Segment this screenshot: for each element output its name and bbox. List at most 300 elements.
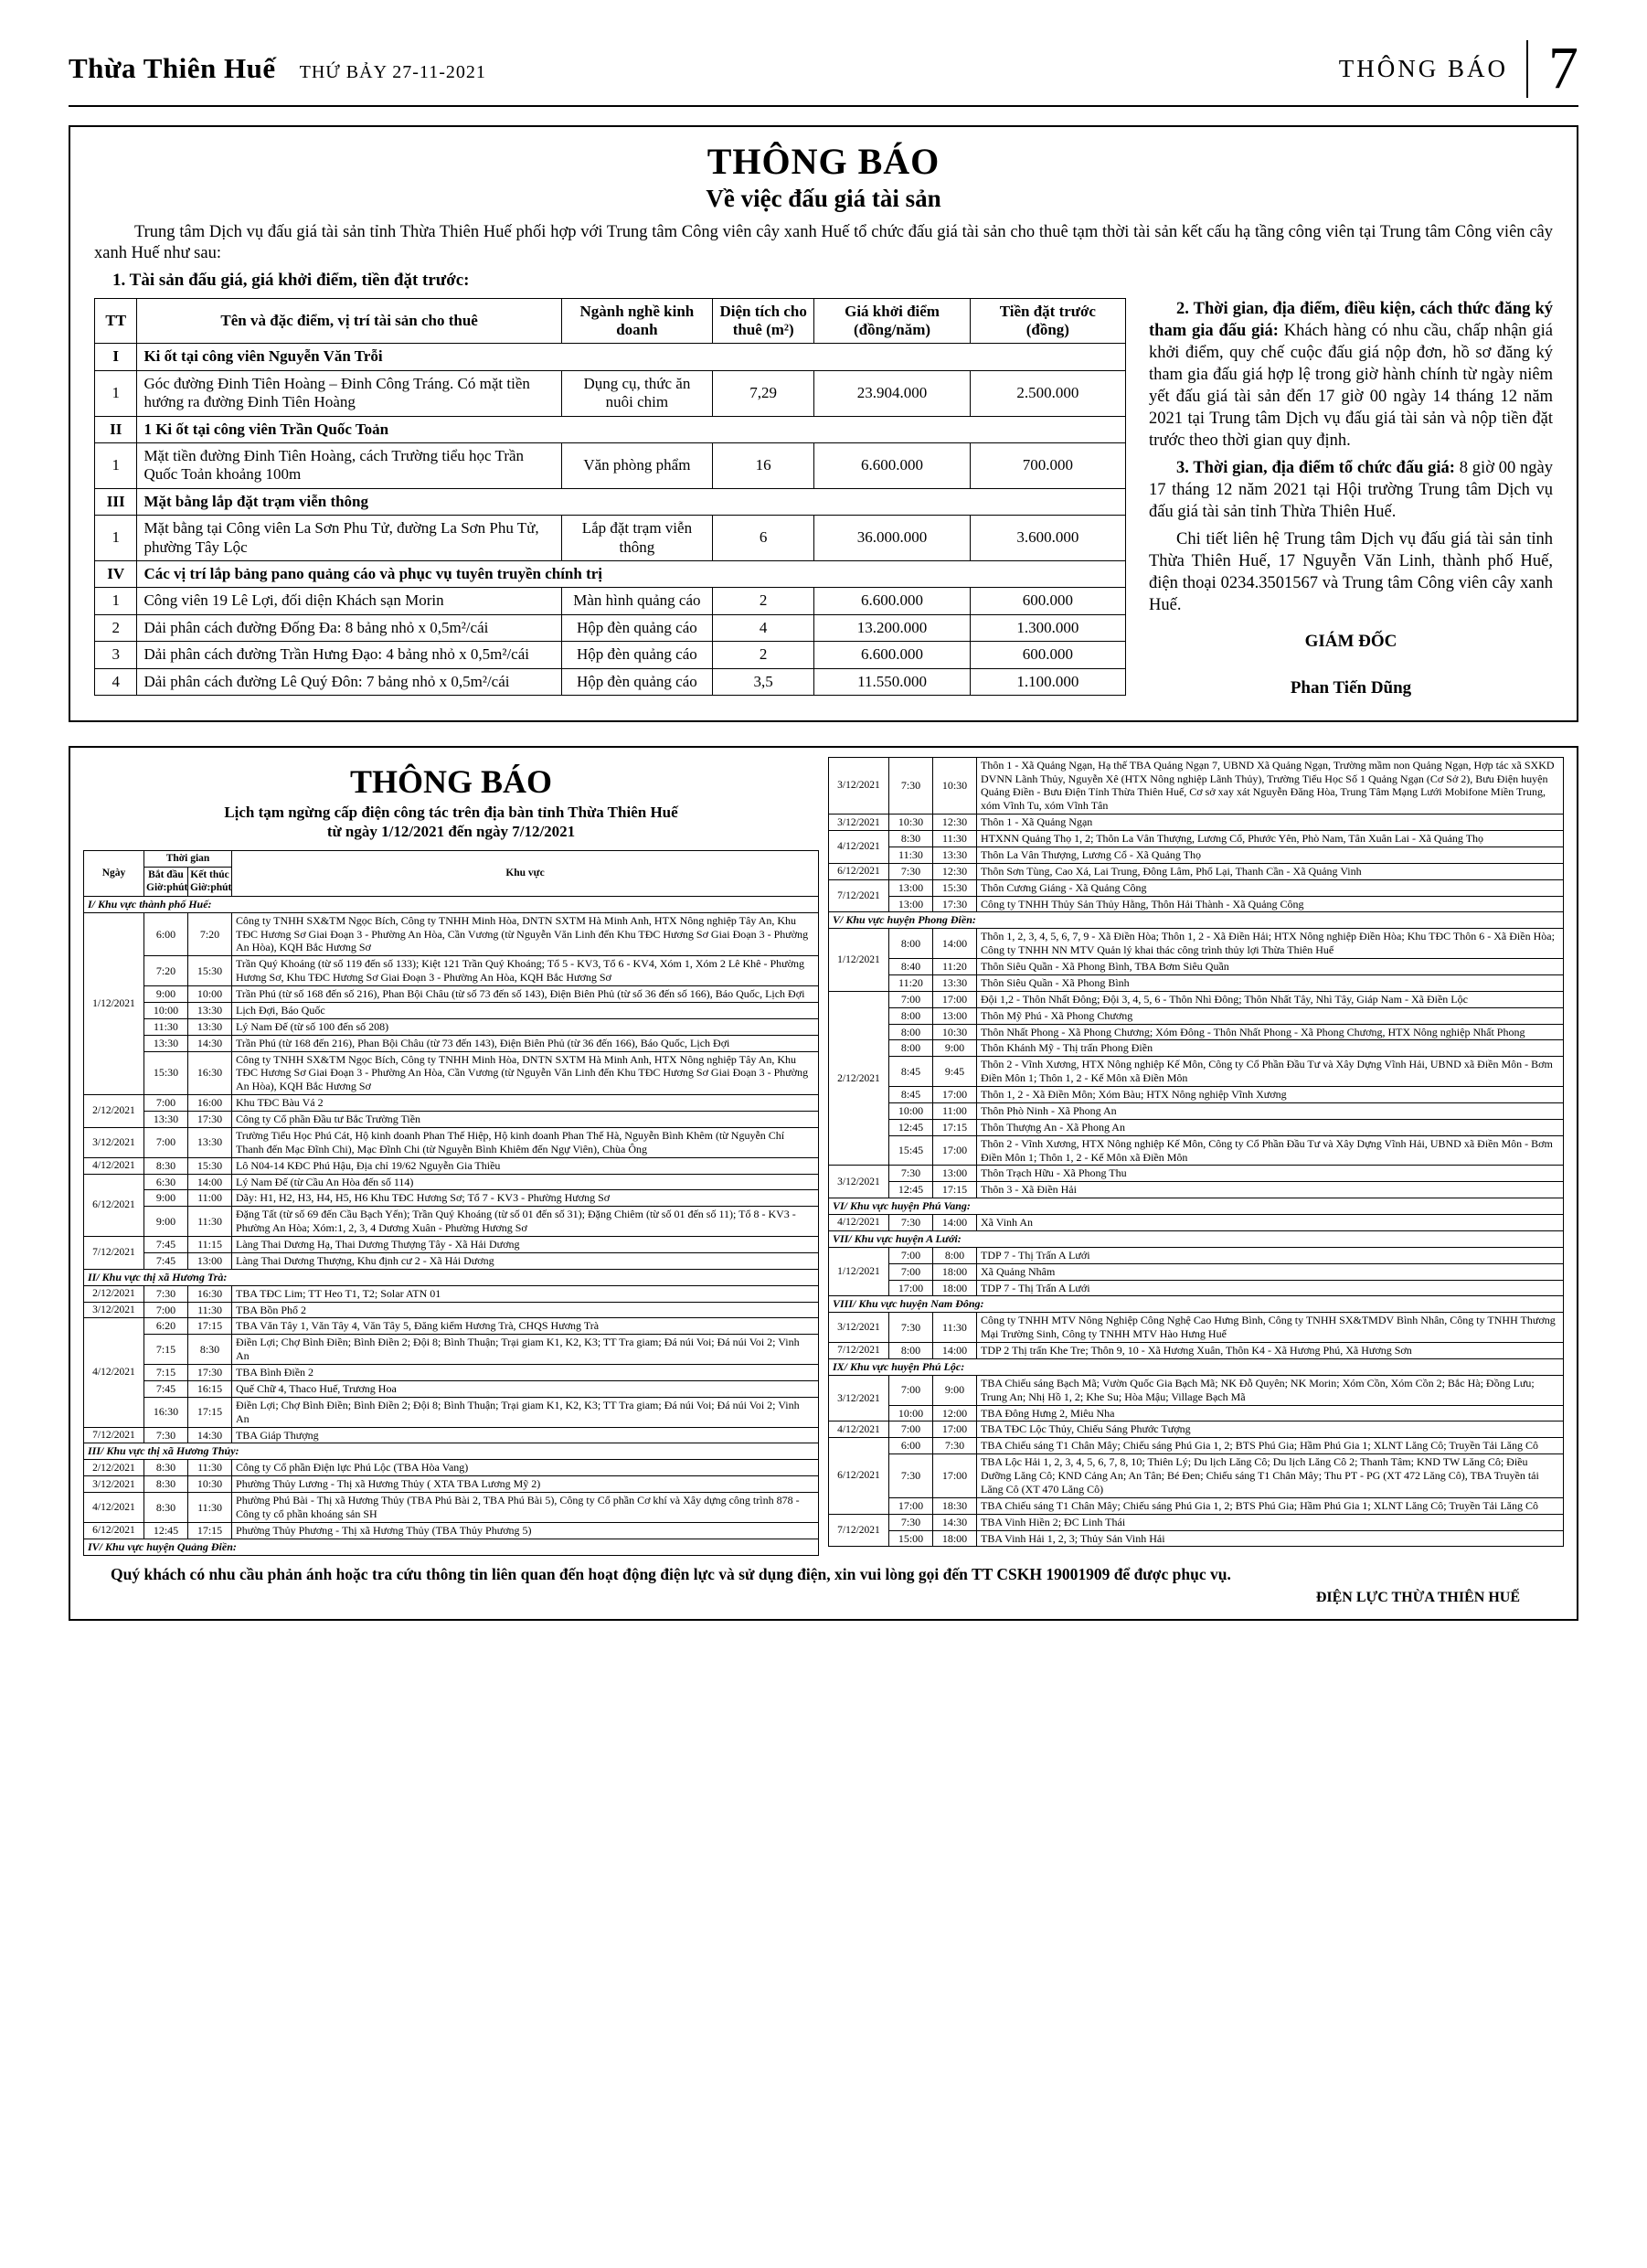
schedule-row: [84, 1365, 819, 1381]
schedule-start-cell: 9:00: [144, 986, 188, 1003]
schedule-row: [829, 929, 1564, 959]
schedule-area-cell: Thôn Siêu Quần - Xã Phong Bình: [977, 974, 1564, 991]
schedule-footer-note: Quý khách có nhu cầu phản ánh hoặc tra cứu thông tin liên quan đến hoạt động điện lực và sử dụng điện, xin vui lòng gọi đến TT CSKH 19001909 để được phục vụ.: [111, 1564, 1231, 1583]
schedule-area-cell: Lý Nam Đế (từ Cầu An Hòa đến số 114): [232, 1174, 819, 1190]
schedule-end-cell: 17:15: [188, 1397, 232, 1427]
schedule-area-cell: TDP 2 Thị trấn Khe Tre; Thôn 9, 10 - Xã Hương Xuân, Thôn K4 - Xã Hương Phú, Xã Hương Sơn: [977, 1343, 1564, 1359]
schedule-end-cell: 18:00: [933, 1263, 977, 1280]
schedule-area-cell: Thôn Thượng An - Xã Phong An: [977, 1119, 1564, 1135]
schedule-area-cell: Trần Phú (từ 168 đến 216), Phan Bội Châu (từ 73 đến 143), Điện Biên Phủ (từ 36 đến 166), Báo Quốc, Lịch Đợi: [232, 1035, 819, 1051]
schedule-date-cell: 3/12/2021: [829, 1375, 889, 1421]
schedule-end-cell: 10:00: [188, 986, 232, 1003]
auction-name-cell: Mặt tiền đường Đinh Tiên Hoàng, cách Trường tiểu học Trần Quốc Toản khoảng 100m: [137, 443, 561, 489]
schedule-area-cell: Công ty TNHH MTV Nông Nghiệp Công Nghệ Cao Hưng Bình, Công ty TNHH SX&TMDV Bình Nhân, Công ty TNHH Thương Mại Trường Sinh, Công ty TNHH MTV Hào Hưng Huế: [977, 1313, 1564, 1343]
schedule-row: [84, 986, 819, 1003]
auction-section-row: [95, 416, 1126, 442]
schedule-end-cell: 17:30: [188, 1365, 232, 1381]
schedule-footer-sign: ĐIỆN LỰC THỪA THIÊN HUẾ: [1315, 1589, 1520, 1605]
schedule-date-cell: 7/12/2021: [829, 1343, 889, 1359]
schedule-row: [829, 1215, 1564, 1231]
schedule-area-cell: Thôn 3 - Xã Điền Hải: [977, 1182, 1564, 1198]
schedule-area-cell: Lịch Đợi, Báo Quốc: [232, 1002, 819, 1018]
auction-tt-cell: III: [95, 488, 137, 515]
auction-business-cell: Màn hình quảng cáo: [561, 588, 712, 614]
schedule-area-cell: Dãy: H1, H2, H3, H4, H5, H6 Khu TĐC Hương Sơ; Tổ 7 - KV3 - Phường Hương Sơ: [232, 1190, 819, 1207]
schedule-end-cell: 13:30: [188, 1018, 232, 1035]
schedule-date-cell: 2/12/2021: [84, 1095, 144, 1128]
schedule-row: [829, 1166, 1564, 1182]
col-price: Giá khởi điểm (đồng/năm): [814, 298, 970, 344]
auction-tt-cell: 1: [95, 443, 137, 489]
schedule-area-cell: Xã Vinh An: [977, 1215, 1564, 1231]
auction-price-cell: 6.600.000: [814, 443, 970, 489]
schedule-start-cell: 8:00: [889, 1343, 933, 1359]
auction-area-cell: 2: [712, 588, 813, 614]
schedule-row: [829, 1313, 1564, 1343]
schedule-start-cell: 7:00: [889, 991, 933, 1007]
auction-area-cell: 2: [712, 642, 813, 668]
schedule-start-cell: 10:00: [889, 1405, 933, 1421]
newspaper-page: [69, 0, 1578, 1621]
auction-para-2-lead: 2. Thời gian, địa điểm, điều kiện, cách thức đăng ký tham gia đấu giá:: [1149, 299, 1553, 340]
schedule-area-cell: TBA Vinh Hải 1, 2, 3; Thủy Sản Vinh Hải: [977, 1530, 1564, 1547]
schedule-end-cell: 8:30: [188, 1335, 232, 1365]
schedule-area-cell: TBA Vinh Hiền 2; ĐC Linh Thái: [977, 1514, 1564, 1530]
schedule-row: [84, 956, 819, 986]
section-label: THÔNG BÁO: [1338, 54, 1508, 82]
auction-area-cell: 7,29: [712, 370, 813, 416]
schedule-area-cell: Thôn Phò Ninh - Xã Phong An: [977, 1102, 1564, 1119]
auction-business-cell: Hộp đèn quảng cáo: [561, 642, 712, 668]
schedule-end-cell: 15:30: [188, 1157, 232, 1174]
schedule-start-cell: 7:00: [144, 1127, 188, 1157]
schedule-area-cell: Công ty Cổ phần Đầu tư Bắc Trường Tiền: [232, 1112, 819, 1128]
schedule-area-cell: Công ty Cổ phần Điện lực Phú Lộc (TBA Hòa Vang): [232, 1460, 819, 1476]
auction-section1-heading: 1. Tài sản đấu giá, giá khởi điểm, tiền đặt trước:: [112, 270, 470, 290]
schedule-area-cell: Thôn 2 - Vĩnh Xương, HTX Nông nghiệp Kế Môn, Công ty Cổ Phần Đầu Tư và Xây Dựng Vĩnh Hải, UBND xã Điền Môn - Bơm Điền Môn 1; Thôn 1, 2 - Kế Môn xã Điền Môn: [977, 1135, 1564, 1166]
auction-price-cell: 13.200.000: [814, 614, 970, 641]
schedule-area-cell: Lý Nam Đế (từ số 100 đến số 208): [232, 1018, 819, 1035]
schedule-start-cell: 10:00: [144, 1002, 188, 1018]
auction-item-row: [95, 588, 1126, 614]
schedule-area-cell: TDP 7 - Thị Trấn A Lưới: [977, 1280, 1564, 1296]
schedule-row: [829, 831, 1564, 847]
col-end-unit: Giờ:phút: [190, 881, 232, 893]
schedule-row: [829, 1514, 1564, 1530]
schedule-date-cell: 3/12/2021: [829, 1313, 889, 1343]
schedule-row: [829, 879, 1564, 896]
schedule-area-cell: Làng Thai Dương Thượng, Khu định cư 2 - Xã Hải Dương: [232, 1252, 819, 1269]
schedule-area-cell: Phường Thủy Phương - Thị xã Hương Thủy (TBA Thủy Phương 5): [232, 1522, 819, 1539]
schedule-end-cell: 14:30: [188, 1427, 232, 1443]
schedule-end-cell: 11:15: [188, 1237, 232, 1253]
schedule-end-cell: 9:45: [933, 1057, 977, 1087]
schedule-section-row: [829, 1230, 1564, 1247]
schedule-row: [829, 1375, 1564, 1405]
schedule-row: [84, 1095, 819, 1112]
schedule-start-cell: 7:30: [889, 757, 933, 815]
schedule-area-cell: Trường Tiểu Học Phú Cát, Hộ kinh doanh Phan Thế Hiệp, Hộ kinh doanh Phan Thế Hà, Nguyễn Bình Khêm (từ Nguyễn Chí Thanh đến Mạc Đĩnh Chi), Mạc Đĩnh Chi (từ Nguyễn Bình Khiêm đến Ngự Viên), Chùa Ông: [232, 1127, 819, 1157]
schedule-date-cell: 4/12/2021: [84, 1157, 144, 1174]
auction-table-head: [95, 298, 1126, 344]
schedule-end-cell: 18:30: [933, 1497, 977, 1514]
schedule-left-column: [83, 757, 819, 1556]
schedule-area-cell: Quế Chữ 4, Thaco Huế, Trương Hoa: [232, 1380, 819, 1397]
schedule-start-cell: 6:00: [889, 1438, 933, 1454]
schedule-row: [84, 1460, 819, 1476]
schedule-section-label: IX/ Khu vực huyện Phú Lộc:: [829, 1358, 1564, 1375]
schedule-area-cell: Điền Lợi; Chợ Bình Điền; Bình Điền 2; Đội 8; Bình Thuận; Trại giam K1, K2, K3; TT Tra giam; Đá núi Voi; Đá núi Voi 2; Vinh An: [232, 1397, 819, 1427]
schedule-area-cell: Phường Phú Bài - Thị xã Hương Thủy (TBA Phú Bài 2, TBA Phú Bài 5), Công ty Cổ phần Cơ khí và Xây dựng công trình 878 - Công ty cổ phần khoáng sản SH: [232, 1493, 819, 1523]
auction-para-3-lead: 3. Thời gian, địa điểm tổ chức đấu giá:: [1176, 458, 1455, 477]
auction-table-body: [95, 344, 1126, 695]
schedule-row: [829, 1007, 1564, 1024]
schedule-area-cell: Làng Thai Dương Hạ, Thai Dương Thượng Tây - Xã Hải Dương: [232, 1237, 819, 1253]
schedule-start-cell: 7:00: [889, 1375, 933, 1405]
schedule-end-cell: 14:30: [188, 1035, 232, 1051]
auction-deposit-cell: 700.000: [970, 443, 1125, 489]
schedule-start-cell: 8:00: [889, 1040, 933, 1057]
schedule-row: [84, 1207, 819, 1237]
schedule-start-cell: 7:00: [889, 1247, 933, 1263]
schedule-date-cell: 6/12/2021: [829, 1438, 889, 1514]
auction-table-wrap: [94, 298, 1126, 696]
masthead-logo: Thừa Thiên Huế: [69, 52, 276, 85]
schedule-date-cell: 1/12/2021: [829, 1247, 889, 1296]
auction-business-cell: Hộp đèn quảng cáo: [561, 614, 712, 641]
issue-date: THỨ BẢY 27-11-2021: [299, 62, 486, 83]
schedule-end-cell: 10:30: [188, 1476, 232, 1493]
schedule-row: [829, 1343, 1564, 1359]
schedule-start-cell: 7:30: [889, 1514, 933, 1530]
schedule-area-cell: Đội 1,2 - Thôn Nhất Đông; Đội 3, 4, 5, 6 - Thôn Nhì Đông; Thôn Nhất Tây, Nhì Tây, Giáp Nam - Xã Điền Lộc: [977, 991, 1564, 1007]
auction-para-2-text: Khách hàng có nhu cầu, chấp nhận giá khởi điểm, quy chế cuộc đấu giá nộp đơn, hồ sơ đăng ký tham gia đấu giá hợp lệ trong giờ hành chính từ ngày niêm yết đấu giá tài sản đến 17 giờ 00 ngày 14 tháng 12 năm 2021 tại Trung tâm Dịch vụ đấu giá tài sản và nộp tiền đặt trước theo thời gian quy định.: [1149, 321, 1553, 450]
schedule-start-cell: 7:20: [144, 956, 188, 986]
auction-name-cell: Dải phân cách đường Đống Đa: 8 bảng nhỏ x 0,5m²/cái: [137, 614, 561, 641]
schedule-start-cell: 8:00: [889, 1024, 933, 1040]
schedule-section-row: [829, 1198, 1564, 1215]
schedule-start-cell: 7:00: [889, 1421, 933, 1438]
schedule-row: [829, 1247, 1564, 1263]
schedule-end-cell: 9:00: [933, 1375, 977, 1405]
auction-section-label: Ki ốt tại công viên Nguyễn Văn Trỗi: [137, 344, 1126, 370]
schedule-row: [829, 1454, 1564, 1498]
schedule-start-cell: 7:30: [889, 1454, 933, 1498]
auction-tt-cell: II: [95, 416, 137, 442]
schedule-area-cell: Xã Quảng Nhâm: [977, 1263, 1564, 1280]
auction-tt-cell: IV: [95, 560, 137, 587]
schedule-end-cell: 14:00: [933, 1343, 977, 1359]
schedule-date-cell: 3/12/2021: [84, 1302, 144, 1318]
col-area: Diện tích cho thuê (m²): [712, 298, 813, 344]
schedule-date-cell: 2/12/2021: [829, 991, 889, 1166]
schedule-row: [84, 1427, 819, 1443]
schedule-end-cell: 13:00: [933, 1166, 977, 1182]
auction-business-cell: Dụng cụ, thức ăn nuôi chim: [561, 370, 712, 416]
auction-business-cell: Văn phòng phẩm: [561, 443, 712, 489]
schedule-start-cell: 9:00: [144, 1190, 188, 1207]
schedule-subtitle-2: từ ngày 1/12/2021 đến ngày 7/12/2021: [326, 822, 576, 840]
col-start: [144, 868, 188, 896]
auction-price-cell: 11.550.000: [814, 668, 970, 695]
auction-name-cell: Góc đường Đinh Tiên Hoàng – Đinh Công Tráng. Có mặt tiền hướng ra đường Đinh Tiên Hoàng: [137, 370, 561, 416]
schedule-header-row-1: [84, 851, 819, 868]
schedule-row: [829, 974, 1564, 991]
schedule-end-cell: 14:00: [933, 929, 977, 959]
auction-item-row: [95, 370, 1126, 416]
schedule-end-cell: 17:30: [188, 1112, 232, 1128]
schedule-end-cell: 7:30: [933, 1438, 977, 1454]
schedule-section-label: III/ Khu vực thị xã Hương Thủy:: [84, 1443, 819, 1460]
schedule-area-cell: Khu TĐC Bàu Vá 2: [232, 1095, 819, 1112]
schedule-row: [829, 1057, 1564, 1087]
schedule-end-cell: 17:30: [933, 896, 977, 912]
auction-area-cell: 3,5: [712, 668, 813, 695]
col-name: Tên và đặc điểm, vị trí tài sản cho thuê: [137, 298, 561, 344]
schedule-row: [829, 959, 1564, 975]
schedule-date-cell: 4/12/2021: [829, 1421, 889, 1438]
schedule-section-row: [84, 1443, 819, 1460]
schedule-start-cell: 9:00: [144, 1207, 188, 1237]
schedule-row: [829, 1438, 1564, 1454]
schedule-end-cell: 12:00: [933, 1405, 977, 1421]
schedule-row: [84, 1002, 819, 1018]
schedule-area-cell: TBA Bồn Phổ 2: [232, 1302, 819, 1318]
schedule-end-cell: 17:15: [188, 1318, 232, 1335]
auction-tt-cell: 1: [95, 370, 137, 416]
auction-section-label: Các vị trí lắp bảng pano quảng cáo và phục vụ tuyên truyền chính trị: [137, 560, 1126, 587]
schedule-row: [829, 1530, 1564, 1547]
schedule-row: [84, 1335, 819, 1365]
auction-price-cell: 36.000.000: [814, 516, 970, 561]
schedule-section-label: VIII/ Khu vực huyện Nam Đông:: [829, 1296, 1564, 1313]
schedule-row: [84, 1127, 819, 1157]
schedule-row: [829, 1119, 1564, 1135]
schedule-start-cell: 12:45: [889, 1182, 933, 1198]
auction-header-row: [95, 298, 1126, 344]
schedule-area-cell: TBA Văn Tây 1, Văn Tây 4, Văn Tây 5, Đăng kiểm Hương Trà, CHQS Hương Trà: [232, 1318, 819, 1335]
schedule-start-cell: 8:30: [144, 1460, 188, 1476]
schedule-row: [829, 1421, 1564, 1438]
schedule-row: [829, 1024, 1564, 1040]
schedule-row: [84, 1493, 819, 1523]
schedule-date-cell: 4/12/2021: [829, 1215, 889, 1231]
schedule-row: [829, 1135, 1564, 1166]
schedule-start-cell: 10:00: [889, 1102, 933, 1119]
col-deposit: Tiền đặt trước (đồng): [970, 298, 1125, 344]
auction-area-cell: 6: [712, 516, 813, 561]
schedule-row: [84, 1174, 819, 1190]
schedule-area-cell: Thôn 1, 2, 3, 4, 5, 6, 7, 9 - Xã Điền Hòa; Thôn 1, 2 - Xã Điền Hải; HTX Nông nghiệp Điền Hòa; Khu TĐC Thôn 6 - Xã Điền Hòa; Công ty TNHH NN MTV Quản lý khai thác công trình thủy lợi Thừa Thiên Huế: [977, 929, 1564, 959]
schedule-date-cell: 4/12/2021: [84, 1318, 144, 1427]
schedule-start-cell: 13:00: [889, 896, 933, 912]
schedule-start-cell: 7:30: [144, 1285, 188, 1302]
schedule-section-row: [829, 912, 1564, 929]
schedule-start-cell: 8:40: [889, 959, 933, 975]
schedule-right-table: [828, 757, 1564, 1548]
schedule-section-row: [829, 1296, 1564, 1313]
schedule-date-cell: 4/12/2021: [829, 831, 889, 864]
schedule-end-cell: 14:00: [188, 1174, 232, 1190]
schedule-start-cell: 7:45: [144, 1380, 188, 1397]
schedule-row: [84, 1190, 819, 1207]
schedule-date-cell: 2/12/2021: [84, 1285, 144, 1302]
schedule-start-cell: 7:00: [889, 1263, 933, 1280]
schedule-start-cell: 8:45: [889, 1087, 933, 1103]
auction-tt-cell: 3: [95, 642, 137, 668]
auction-intro: Trung tâm Dịch vụ đấu giá tài sản tỉnh Thừa Thiên Huế phối hợp với Trung tâm Công viên cây xanh Huế tổ chức đấu giá tài sản cho thuê tạm thời tài sản kết cấu hạ tầng công viên tại Trung tâm Công viên cây xanh Huế như sau:: [94, 222, 1553, 263]
signoff-title: GIÁM ĐỐC: [1304, 632, 1397, 652]
schedule-end-cell: 15:30: [933, 879, 977, 896]
auction-tt-cell: 1: [95, 588, 137, 614]
schedule-end-cell: 17:00: [933, 1421, 977, 1438]
auction-area-cell: 16: [712, 443, 813, 489]
schedule-end-cell: 9:00: [933, 1040, 977, 1057]
schedule-end-cell: 17:00: [933, 991, 977, 1007]
schedule-left-body: [84, 896, 819, 1555]
auction-section-row: [95, 488, 1126, 515]
auction-para-3: [1149, 457, 1553, 523]
col-business: Ngành nghề kinh doanh: [561, 298, 712, 344]
schedule-start-cell: 7:45: [144, 1252, 188, 1269]
schedule-end-cell: 10:30: [933, 1024, 977, 1040]
newspaper-header: [69, 35, 1578, 107]
schedule-title: THÔNG BÁO: [349, 762, 553, 800]
schedule-row: [84, 1035, 819, 1051]
schedule-start-cell: 15:00: [889, 1530, 933, 1547]
schedule-end-cell: 13:30: [933, 974, 977, 991]
auction-signoff: [1149, 631, 1553, 699]
auction-item-row: [95, 642, 1126, 668]
schedule-area-cell: Thôn 1 - Xã Quảng Ngạn: [977, 815, 1564, 831]
schedule-row: [829, 863, 1564, 879]
schedule-row: [829, 1280, 1564, 1296]
schedule-start-cell: 11:20: [889, 974, 933, 991]
schedule-end-cell: 13:30: [933, 847, 977, 863]
schedule-area-cell: Thôn Sơn Tùng, Cao Xá, Lai Trung, Đông Lâm, Phổ Lại, Thanh Cần - Xã Quảng Vinh: [977, 863, 1564, 879]
schedule-end-cell: 17:15: [933, 1119, 977, 1135]
auction-tt-cell: 1: [95, 516, 137, 561]
auction-para-2: [1149, 298, 1553, 452]
schedule-area-cell: TBA Đông Hưng 2, Miêu Nha: [977, 1405, 1564, 1421]
schedule-area-cell: TBA Bình Điền 2: [232, 1365, 819, 1381]
schedule-row: [84, 1157, 819, 1174]
schedule-start-cell: 11:30: [889, 847, 933, 863]
schedule-row: [84, 1380, 819, 1397]
schedule-row: [84, 1302, 819, 1318]
schedule-row: [84, 1285, 819, 1302]
schedule-area-cell: Công ty TNHH SX&TM Ngọc Bích, Công ty TNHH Minh Hòa, DNTN SXTM Hà Minh Anh, HTX Nông nghiệp Tây An, Khu TĐC Hương Sơ Giai Đoạn 3 - Phường An Hòa, Cần Vương (từ Nguyễn Văn Linh đến Khu TĐC Hương Sơ Giai Đoạn 3 - Phường An Hòa), KQH Bắc Hương Sơ: [232, 1051, 819, 1095]
auction-area-cell: 4: [712, 614, 813, 641]
schedule-row: [829, 1263, 1564, 1280]
auction-deposit-cell: 600.000: [970, 588, 1125, 614]
schedule-area-cell: Trần Quý Khoáng (từ số 119 đến số 133); Kiệt 121 Trần Quý Khoáng; Tổ 5 - KV3, Tổ 6 - KV4, Xóm 1, Xóm 2 Lê Khê - Phường Hương Sơ, Khu TĐC Hương Sơ Giai Đoạn 3 - Phường An Hòa, KQH Bắc Hương Sơ: [232, 956, 819, 986]
auction-section-label: 1 Ki ốt tại công viên Trần Quốc Toản: [137, 416, 1126, 442]
auction-section-label: Mặt bằng lắp đặt trạm viễn thông: [137, 488, 1126, 515]
schedule-row: [829, 1405, 1564, 1421]
auction-main: [94, 298, 1553, 700]
schedule-area-cell: Công ty TNHH Thủy Sản Thủy Hằng, Thôn Hải Thành - Xã Quảng Công: [977, 896, 1564, 912]
schedule-right-body: [829, 757, 1564, 1547]
schedule-start-cell: 8:45: [889, 1057, 933, 1087]
schedule-start-cell: 12:45: [889, 1119, 933, 1135]
schedule-start-cell: 8:00: [889, 1007, 933, 1024]
auction-right-column: [1149, 298, 1553, 700]
schedule-row: [84, 1051, 819, 1095]
schedule-section-label: V/ Khu vực huyện Phong Điền:: [829, 912, 1564, 929]
schedule-end-cell: 17:15: [933, 1182, 977, 1198]
auction-para-3-text: 8 giờ 00 ngày 17 tháng 12 năm 2021 tại Hội trường Trung tâm Dịch vụ đấu giá tài sản tỉnh Thừa Thiên Huế.: [1149, 458, 1554, 522]
schedule-area-cell: Công ty TNHH SX&TM Ngọc Bích, Công ty TNHH Minh Hòa, DNTN SXTM Hà Minh Anh, HTX Nông nghiệp Tây An, Khu TĐC Hương Sơ Giai Đoạn 3 - Phường An Hòa, Cần Vương (từ Nguyễn Văn Linh đến Khu TĐC Hương Sơ Giai Đoạn 3 - Phường An Hòa), KQH Bắc Hương Sơ: [232, 912, 819, 956]
auction-notice-box: [69, 125, 1578, 722]
schedule-end-cell: 7:20: [188, 912, 232, 956]
schedule-date-cell: 3/12/2021: [829, 1166, 889, 1198]
schedule-subtitle-1: Lịch tạm ngừng cấp điện công tác trên địa bàn tỉnh Thừa Thiên Huế: [224, 803, 678, 821]
schedule-row: [84, 1112, 819, 1128]
schedule-end-cell: 17:00: [933, 1135, 977, 1166]
col-end: [188, 868, 232, 896]
schedule-end-cell: 11:30: [188, 1460, 232, 1476]
schedule-end-cell: 11:30: [188, 1207, 232, 1237]
schedule-row: [84, 1018, 819, 1035]
schedule-end-cell: 11:30: [933, 1313, 977, 1343]
col-end-label: Kết thúc: [190, 869, 229, 881]
schedule-end-cell: 13:30: [188, 1127, 232, 1157]
schedule-start-cell: 13:00: [889, 879, 933, 896]
schedule-start-cell: 7:30: [889, 863, 933, 879]
schedule-area-cell: Thôn Trạch Hữu - Xã Phong Thu: [977, 1166, 1564, 1182]
schedule-area-cell: Điền Lợi; Chợ Bình Điền; Bình Điền 2; Đội 8; Bình Thuận; Trại giam K1, K2, K3; TT Tra giam; Đá núi Voi; Đá núi Voi 2; Vinh An: [232, 1335, 819, 1365]
col-start-label: Bắt đầu: [148, 869, 184, 881]
signoff-name: Phan Tiến Dũng: [1290, 678, 1412, 697]
auction-deposit-cell: 2.500.000: [970, 370, 1125, 416]
schedule-row: [829, 991, 1564, 1007]
schedule-section-label: IV/ Khu vực huyện Quảng Điền:: [84, 1539, 819, 1555]
auction-item-row: [95, 614, 1126, 641]
auction-item-row: [95, 443, 1126, 489]
schedule-area-cell: Thôn La Vân Thượng, Lương Cổ - Xã Quảng Thọ: [977, 847, 1564, 863]
schedule-end-cell: 8:00: [933, 1247, 977, 1263]
col-start-unit: Giờ:phút: [146, 881, 188, 893]
schedule-start-cell: 17:00: [889, 1497, 933, 1514]
auction-price-cell: 23.904.000: [814, 370, 970, 416]
schedule-area-cell: Thôn 1 - Xã Quảng Ngạn, Hạ thế TBA Quảng Ngạn 7, UBND Xã Quảng Ngạn, Trường mầm non Quảng Ngạn, Hợp tác xã SXKD DVNN Lãnh Thủy, Nguyễn Xê (HTX Nông nghiệp Lãnh Thủy), Trường Tiểu Học Số 1 Quảng Ngạn (Cơ Sở 2), Bưu Điện huyện Quảng Điền - Bưu Điện Tỉnh Thừa Thiên Huế, Cơ sở xay xát Nguyễn Đăng Hòa, Trung Tâm Mạng Lưới Mobifone Miền Trung, xóm Vĩnh Tu, xóm Vĩnh Tân: [977, 757, 1564, 815]
auction-price-cell: 6.600.000: [814, 588, 970, 614]
auction-name-cell: Mặt bằng tại Công viên La Sơn Phu Tử, đường La Sơn Phu Tử, phường Tây Lộc: [137, 516, 561, 561]
schedule-start-cell: 12:45: [144, 1522, 188, 1539]
schedule-notice-box: [69, 746, 1578, 1621]
schedule-start-cell: 16:30: [144, 1397, 188, 1427]
schedule-area-cell: Lô N04-14 KĐC Phú Hậu, Địa chỉ 19/62 Nguyễn Gia Thiều: [232, 1157, 819, 1174]
schedule-end-cell: 11:00: [933, 1102, 977, 1119]
schedule-date-cell: 6/12/2021: [829, 863, 889, 879]
auction-price-cell: 6.600.000: [814, 642, 970, 668]
schedule-end-cell: 15:30: [188, 956, 232, 986]
schedule-end-cell: 17:00: [933, 1087, 977, 1103]
schedule-start-cell: 7:00: [144, 1302, 188, 1318]
schedule-end-cell: 17:00: [933, 1454, 977, 1498]
auction-title: THÔNG BÁO: [707, 140, 940, 182]
auction-business-cell: Hộp đèn quảng cáo: [561, 668, 712, 695]
schedule-date-cell: 4/12/2021: [84, 1493, 144, 1523]
schedule-end-cell: 16:30: [188, 1051, 232, 1095]
schedule-area-cell: Thôn 2 - Vĩnh Xương, HTX Nông nghiệp Kế Môn, Công ty Cổ Phần Đầu Tư và Xây Dựng Vĩnh Hải, UBND xã Điền Môn - Bơm Điền Môn 1; Thôn 1, 2 - Kế Môn xã Điền Môn: [977, 1057, 1564, 1087]
schedule-end-cell: 18:00: [933, 1280, 977, 1296]
schedule-start-cell: 7:45: [144, 1237, 188, 1253]
schedule-date-cell: 3/12/2021: [829, 757, 889, 815]
schedule-right-column: [828, 757, 1564, 1548]
auction-deposit-cell: 3.600.000: [970, 516, 1125, 561]
